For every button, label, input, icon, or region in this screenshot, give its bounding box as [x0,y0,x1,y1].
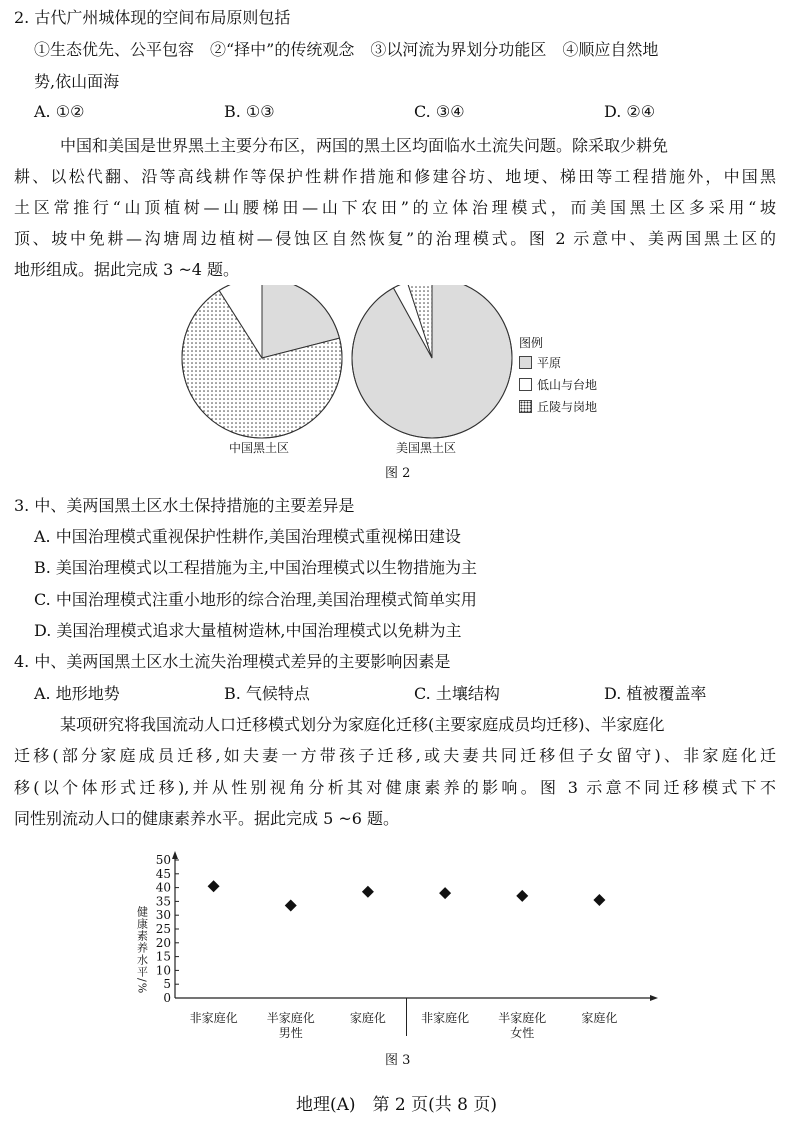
q2-option-c: C. ③④ [414,102,465,121]
y-tick-label: 0 [163,991,171,1005]
legend-item-hill [519,400,597,414]
category-label: 家庭化 [581,1011,618,1025]
y-tick-label: 45 [155,866,171,881]
y-tick-label: 5 [163,977,171,992]
q2-option-a: A. ①② [34,102,85,121]
category-label: 非家庭化 [421,1011,470,1025]
data-point [516,890,528,902]
passage1-line: 耕、以松代翻、沿等高线耕作等保护性耕作措施和修建谷坊、地埂、梯田等工程措施外，中国黑 [14,167,776,186]
legend-item-low [519,378,597,392]
q2-option-b: B. ①③ [224,102,275,121]
y-tick-label: 30 [155,908,171,923]
q3-option-c: C. 中国治理模式注重小地形的综合治理,美国治理模式简单实用 [34,590,477,609]
y-tick-label: 35 [155,894,171,909]
q4-option-b: B. 气候特点 [224,684,310,703]
passage2-line: 某项研究将我国流动人口迁移模式划分为家庭化迁移(主要家庭成员均迁移)、半家庭化 [60,715,665,734]
passage2-line: 同性别流动人口的健康素养水平。据此完成 5 ~6 题。 [14,809,400,828]
group-label: 女性 [510,1026,535,1040]
data-point [285,900,297,912]
x-axis-arrow [650,995,658,1001]
passage2-line: 迁移(部分家庭成员迁移,如夫妻一方带孩子迁移,或夫妻共同迁移但子女留守)、非家庭化迁 [14,746,776,765]
q4-stem: 4. 中、美两国黑土区水土流失治理模式差异的主要影响因素是 [14,652,451,671]
q4-option-d: D. 植被覆盖率 [604,684,707,703]
page-footer: 地理(A) 第 2 页(共 8 页) [295,1095,498,1115]
y-tick-label: 15 [155,949,171,964]
q2-option-d: D. ②④ [604,102,656,121]
figure3-caption: 图 3 [385,1053,411,1068]
q2-items-line2: 势,依山面海 [34,72,120,91]
pie-china [182,285,342,438]
legend-swatch-white [519,378,532,391]
q4-option-c: C. 土壤结构 [414,684,500,703]
passage2-line: 移(以个体形式迁移),并从性别视角分析其对健康素养的影响。图 3 示意不同迁移模式下不 [14,778,776,797]
data-point [439,887,451,899]
y-tick-label: 10 [155,963,171,978]
category-label: 半家庭化 [498,1011,547,1025]
data-point [593,894,605,906]
legend-title: 图例 [519,336,544,350]
passage1-line: 中国和美国是世界黑土主要分布区，两国的黑土区均面临水土流失问题。除采取少耕免 [60,136,669,155]
q3-stem: 3. 中、美两国黑土区水土保持措施的主要差异是 [14,496,355,515]
legend-label: 丘陵与岗地 [537,400,598,414]
figure2-caption: 图 2 [385,466,411,481]
pie-usa [352,285,512,438]
q2-stem: 2. 古代广州城体现的空间布局原则包括 [14,8,291,27]
q3-option-b: B. 美国治理模式以工程措施为主,中国治理模式以生物措施为主 [34,558,478,577]
category-label: 家庭化 [349,1011,386,1025]
legend-label: 平原 [537,356,562,370]
passage1-line: 顶、坡中免耕—沟塘周边植树—侵蚀区自然恢复”的治理模式。图 2 示意中、美两国黑土区的 [14,229,776,248]
figure3-chart [120,850,680,1050]
legend-swatch-gray [519,356,532,369]
pie-usa-label: 美国黑土区 [396,441,457,455]
group-label: 男性 [278,1026,303,1040]
category-label: 非家庭化 [189,1011,238,1025]
legend-label: 低山与台地 [537,378,598,392]
y-tick-label: 40 [155,880,171,895]
q3-option-d: D. 美国治理模式追求大量植树造林,中国治理模式以免耕为主 [34,621,462,640]
data-point [208,880,220,892]
y-axis-label: 健康素养水平/% [135,906,149,995]
category-label: 半家庭化 [266,1011,315,1025]
y-tick-label: 25 [155,922,171,936]
data-point [362,886,374,898]
q2-items-line1: ①生态优先、公平包容 ②“择中”的传统观念 ③以河流为界划分功能区 ④顺应自然地 [34,40,659,59]
passage1-line: 土区常推行“山顶植树—山腰梯田—山下农田”的立体治理模式，而美国黑土区多采用“坡 [14,198,776,217]
passage1-line: 地形组成。据此完成 3 ~4 题。 [14,260,240,279]
legend-item-plain [519,356,561,370]
y-tick-label: 20 [155,935,171,950]
q3-option-a: A. 中国治理模式重视保护性耕作,美国治理模式重视梯田建设 [34,527,461,546]
y-tick-label: 50 [155,853,171,867]
legend-swatch-dotted [519,400,532,413]
pie-china-label: 中国黑土区 [229,441,290,455]
y-axis-arrow [172,851,178,859]
q4-option-a: A. 地形地势 [34,684,120,703]
